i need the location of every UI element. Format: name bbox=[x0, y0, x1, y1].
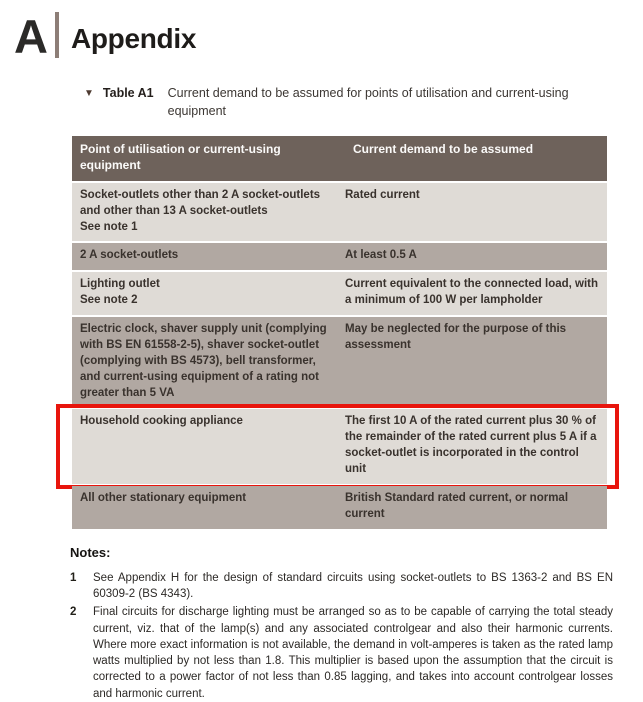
table-cell-point-of-utilisation bbox=[72, 486, 345, 529]
table-row bbox=[72, 409, 607, 483]
table-body bbox=[72, 183, 607, 529]
cell-main-text: Household cooking appliance bbox=[80, 415, 243, 428]
table-cell-point-of-utilisation bbox=[72, 409, 345, 483]
table-cell-current-demand: British Standard rated current, or normal current bbox=[345, 491, 569, 520]
table-cell-current-demand: Rated current bbox=[345, 188, 420, 201]
appendix-letter: A bbox=[14, 9, 47, 63]
cell-main-text: 2 A socket-outlets bbox=[80, 249, 179, 262]
table-caption-label: Table A1 bbox=[102, 86, 154, 100]
cell-main-text: Electric clock, shaver supply unit (complying with BS EN 61558-2-5), shaver socket-outlet (complying with BS 4573), bell transformer, and current-using equipment of a rating not greater than 5 VA bbox=[80, 323, 327, 399]
table-row bbox=[72, 183, 607, 242]
notes-section bbox=[70, 545, 613, 702]
table-a1 bbox=[72, 136, 607, 528]
note-text: See Appendix H for the design of standard circuits using socket-outlets to BS 1363-2 and BS EN 60309-2 (BS 4343). bbox=[93, 571, 613, 600]
note-item bbox=[70, 570, 613, 603]
cell-see-note-text: See note 1 bbox=[80, 220, 138, 233]
note-item bbox=[70, 604, 613, 702]
cell-see-note-text: See note 2 bbox=[80, 294, 138, 307]
table-row bbox=[72, 317, 607, 407]
table-cell-current-demand: The first 10 A of the rated current plus 30 % of the remainder of the rated current plus 5 A if a socket-outlet is incorporated in the control unit bbox=[345, 415, 597, 475]
table-cell-point-of-utilisation bbox=[72, 272, 345, 315]
table-cell-current-demand: At least 0.5 A bbox=[345, 249, 417, 262]
letter-divider-bar bbox=[55, 12, 59, 58]
document-page bbox=[0, 9, 643, 702]
note-text: Final circuits for discharge lighting must be arranged so as to be capable of carrying the total steady current, viz. that of the lamp(s) and any associated controlgear and also their harmonic currents. Where more exact information is not available, the demand in volt-amperes is taken as the rated lamp watts multiplied by not less than 1.8. This multiplier is based upon the assumption that the circuit is corrected to a power factor of not less than 0.85 lagging, and takes into account controlgear losses and harmonic current. bbox=[93, 606, 613, 700]
table-cell-point-of-utilisation bbox=[72, 243, 345, 270]
table-marker-icon: ▼ bbox=[84, 88, 94, 99]
table-cell-current-demand: May be neglected for the purpose of this assessment bbox=[345, 323, 567, 351]
table-caption-text: Current demand to be assumed for points of utilisation and current-using equipment bbox=[167, 86, 569, 119]
table-header-left: Point of utilisation or current-using equipment bbox=[80, 142, 281, 173]
cell-main-text: All other stationary equipment bbox=[80, 491, 247, 504]
table-row bbox=[72, 486, 607, 529]
page-title: Appendix bbox=[70, 23, 197, 54]
notes-heading: Notes: bbox=[70, 544, 111, 560]
table-row bbox=[72, 272, 607, 315]
appendix-masthead bbox=[14, 9, 643, 63]
table-row bbox=[72, 243, 607, 270]
note-number: 2 bbox=[70, 606, 77, 619]
table-cell-point-of-utilisation bbox=[72, 317, 345, 407]
table-cell-current-demand: Current equivalent to the connected load, with a minimum of 100 W per lampholder bbox=[345, 278, 599, 307]
cell-main-text: Socket-outlets other than 2 A socket-outlets and other than 13 A socket-outlets bbox=[80, 188, 321, 217]
table-cell-point-of-utilisation bbox=[72, 183, 345, 242]
notes-list bbox=[70, 570, 613, 702]
table-header-right: Current demand to be assumed bbox=[353, 142, 534, 157]
cell-main-text: Lighting outlet bbox=[80, 278, 160, 291]
table-caption bbox=[84, 84, 643, 120]
table-header-row bbox=[72, 136, 607, 181]
note-number: 1 bbox=[70, 571, 77, 584]
